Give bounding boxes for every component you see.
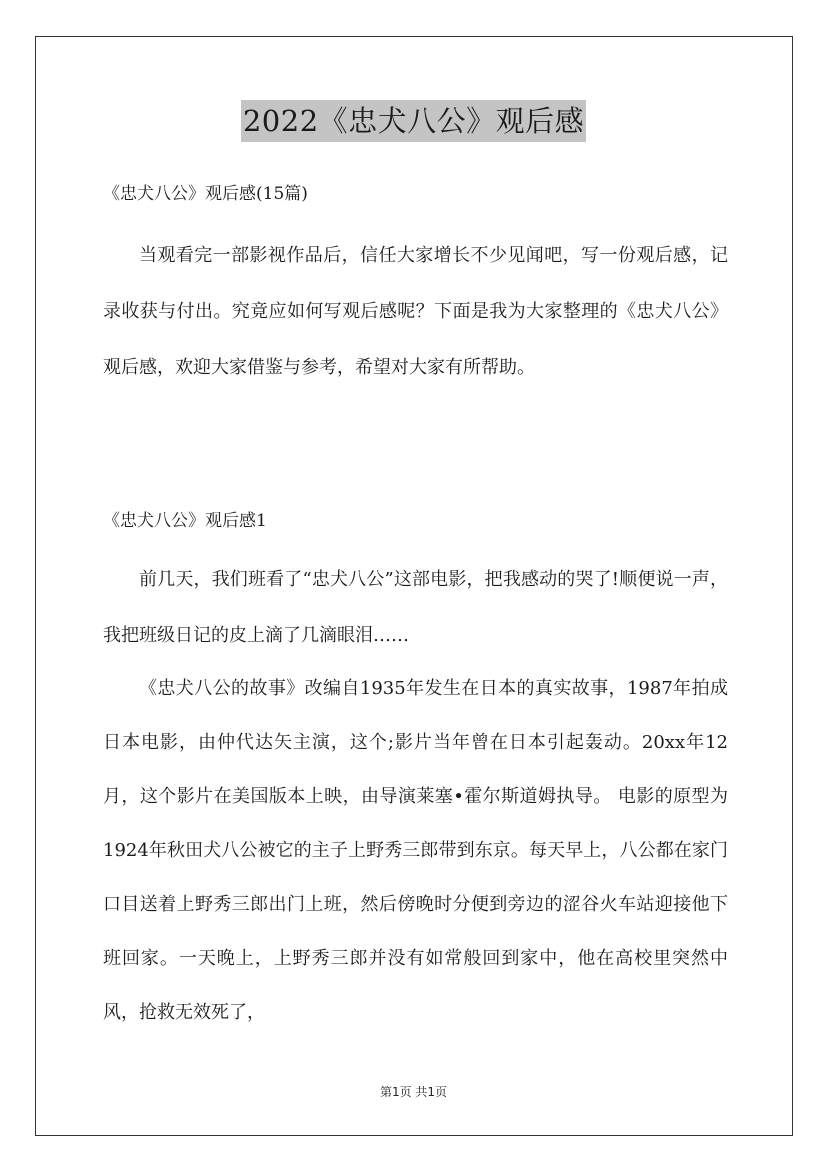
section-heading: 《忠犬八公》观后感1 (103, 511, 267, 531)
document-subtitle: 《忠犬八公》观后感(15篇) (103, 184, 308, 204)
document-title: 2022《忠犬八公》观后感 (241, 100, 586, 142)
body-paragraph-2: 《忠犬八公的故事》改编自1935年发生在日本的真实故事，1987年拍成日本电影，由仲代达矢主演，这个;影片当年曾在日本引起轰动。20xx年12月，这个影片在美国版本上映，由导演莱塞•霍尔斯道姆执导。 电影的原型为1924年秋田犬八公被它的主子上野秀三郎带到东京。每天早上，八公都在家门口目送着上野秀三郎出门上班，然后傍晚时分便到旁边的涩谷火车站迎接他下班回家。一天晚上，上野秀三郎并没有如常般回到家中，他在高校里突然中风，抢救无效死了， (103, 678, 728, 1023)
intro-paragraph: 当观看完一部影视作品后，信任大家增长不少见闻吧，写一份观后感，记录收获与付出。究竟应如何写观后感呢？下面是我为大家整理的《忠犬八公》观后感，欢迎大家借鉴与参考，希望对大家有所帮助。 (103, 245, 728, 378)
body-paragraph-1: 前几天，我们班看了“忠犬八公”这部电影，把我感动的哭了!顺便说一声，我把班级日记的皮上滴了几滴眼泪…… (103, 569, 728, 646)
page-footer: 第1页 共1页 (379, 1085, 448, 1099)
title-container (0, 100, 827, 142)
